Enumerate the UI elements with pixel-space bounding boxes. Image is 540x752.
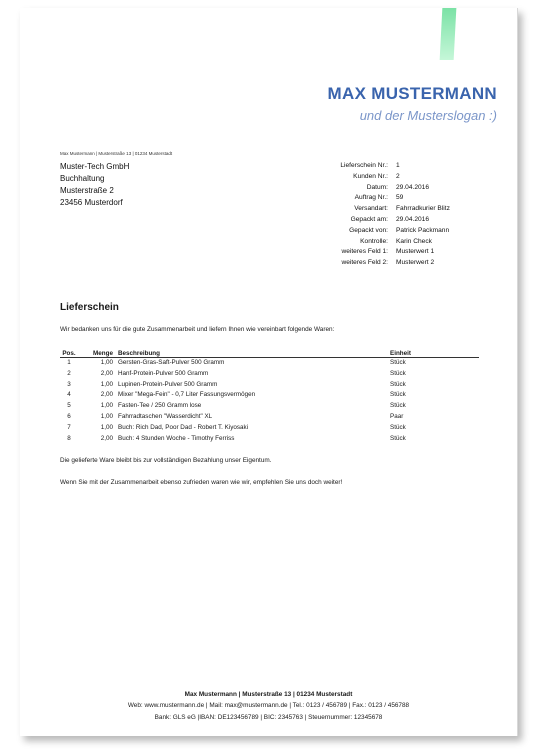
cell-qty: 2,00 bbox=[100, 369, 113, 377]
cell-pos: 5 bbox=[67, 402, 71, 410]
page-footer bbox=[20, 689, 517, 723]
meta-value: 1 bbox=[396, 162, 400, 169]
table-row bbox=[60, 390, 479, 401]
table-row bbox=[60, 401, 479, 412]
cell-qty: 1,00 bbox=[100, 380, 113, 388]
meta-row bbox=[316, 193, 450, 204]
cell-unit: Stück bbox=[390, 359, 406, 366]
cell-pos: 2 bbox=[67, 369, 71, 377]
brand-slogan: und der Musterslogan :) bbox=[359, 108, 497, 123]
ownership-note: Die gelieferte Ware bleibt bis zur vollständigen Bezahlung unser Eigentum. bbox=[60, 457, 272, 464]
delivery-meta bbox=[316, 161, 450, 269]
meta-label: weiteres Feld 2: bbox=[341, 259, 388, 267]
table-row bbox=[60, 369, 479, 380]
table-row bbox=[60, 380, 479, 391]
recipient-address bbox=[60, 161, 129, 209]
header-pos: Pos. bbox=[60, 348, 78, 358]
header-desc: Beschreibung bbox=[118, 348, 390, 358]
table-header-row bbox=[60, 348, 479, 358]
header-unit: Einheit bbox=[390, 348, 479, 358]
intro-text: Wir bedanken uns für die gute Zusammenarbeit und liefern Ihnen wie vereinbart folgende Waren: bbox=[60, 326, 335, 333]
recipient-company: Muster-Tech GmbH bbox=[60, 162, 130, 171]
meta-value: Karin Check bbox=[396, 237, 432, 245]
meta-label: Kunden Nr.: bbox=[353, 172, 388, 180]
recipient-city: 23456 Musterdorf bbox=[60, 198, 123, 207]
meta-value: 29.04.2016 bbox=[396, 215, 430, 223]
meta-label: weiteres Feld 1: bbox=[341, 248, 388, 256]
cell-desc: Buch: Rich Dad, Poor Dad - Robert T. Kiyosaki bbox=[118, 423, 249, 431]
footer-address: Max Mustermann | Musterstraße 13 | 01234 Musterstadt bbox=[184, 691, 353, 698]
meta-value: Musterwert 1 bbox=[396, 248, 435, 256]
cell-pos: 4 bbox=[67, 391, 71, 399]
recipient-street: Musterstraße 2 bbox=[60, 186, 114, 195]
cell-unit: Stück bbox=[390, 402, 406, 410]
cell-desc: Gersten-Gras-Saft-Pulver 500 Gramm bbox=[118, 359, 225, 366]
table-row bbox=[60, 434, 479, 445]
meta-label: Gepackt am: bbox=[350, 215, 388, 223]
meta-value: Musterwert 2 bbox=[396, 259, 435, 267]
cell-pos: 3 bbox=[67, 380, 71, 388]
cell-desc: Lupinen-Protein-Pulver 500 Gramm bbox=[118, 380, 218, 388]
footer-bank: Bank: GLS eG |IBAN: DE123456789 | BIC: 2345763 | Steuernummer: 12345678 bbox=[154, 713, 383, 721]
header-qty: Menge bbox=[78, 348, 118, 358]
meta-label: Kontrolle: bbox=[360, 237, 388, 245]
meta-row bbox=[316, 204, 450, 215]
meta-row bbox=[316, 161, 450, 172]
meta-label: Lieferschein Nr.: bbox=[340, 162, 388, 169]
meta-row bbox=[316, 172, 450, 183]
cell-qty: 2,00 bbox=[100, 391, 113, 399]
cell-unit: Stück bbox=[390, 380, 406, 388]
meta-row bbox=[316, 183, 450, 194]
meta-value: 2 bbox=[396, 172, 400, 180]
cell-pos: 1 bbox=[67, 359, 71, 366]
meta-label: Auftrag Nr.: bbox=[354, 194, 388, 202]
footer-contact: Web: www.mustermann.de | Mail: max@mustermann.de | Tel.: 0123 / 456789 | Fax.: 0123 / 456788 bbox=[127, 702, 410, 710]
meta-label: Datum: bbox=[366, 183, 388, 191]
table-row bbox=[60, 423, 479, 434]
meta-label: Gepackt von: bbox=[349, 226, 388, 234]
meta-row bbox=[316, 237, 450, 248]
cell-desc: Mixer "Mega-Fein" - 0,7 Liter Fassungsvermögen bbox=[118, 391, 256, 399]
cell-pos: 7 bbox=[67, 423, 71, 431]
recipient-department: Buchhaltung bbox=[60, 174, 105, 183]
cell-qty: 2,00 bbox=[100, 434, 113, 442]
cell-unit: Stück bbox=[390, 369, 406, 377]
meta-label: Versandart: bbox=[354, 205, 388, 213]
table-row bbox=[60, 358, 479, 369]
cell-qty: 1,00 bbox=[100, 359, 113, 366]
cell-unit: Stück bbox=[390, 391, 406, 399]
items-table bbox=[60, 348, 479, 444]
meta-value: Fahrradkurier Blitz bbox=[396, 205, 450, 213]
cell-desc: Hanf-Protein-Pulver 500 Gramm bbox=[118, 369, 209, 377]
meta-row bbox=[316, 215, 450, 226]
cell-unit: Paar bbox=[390, 412, 404, 420]
cell-qty: 1,00 bbox=[100, 423, 113, 431]
document-title: Lieferschein bbox=[60, 302, 119, 313]
tape-strip bbox=[440, 8, 457, 60]
cell-unit: Stück bbox=[390, 423, 406, 431]
meta-value: Patrick Packmann bbox=[396, 226, 450, 234]
cell-pos: 8 bbox=[67, 434, 71, 442]
meta-value: 59 bbox=[396, 194, 404, 202]
meta-row bbox=[316, 247, 450, 258]
meta-row bbox=[316, 258, 450, 269]
sender-line: Max Mustermann | Musterstraße 13 | 01234 Musterstadt bbox=[60, 151, 173, 156]
brand-block bbox=[328, 84, 497, 123]
cell-unit: Stück bbox=[390, 434, 406, 442]
brand-name: MAX MUSTERMANN bbox=[327, 84, 497, 103]
cell-qty: 1,00 bbox=[100, 412, 113, 420]
cell-desc: Buch: 4 Stunden Woche - Timothy Ferriss bbox=[118, 434, 235, 442]
cell-qty: 1,00 bbox=[100, 402, 113, 410]
cell-desc: Fahrradtaschen "Wasserdicht" XL bbox=[118, 412, 213, 420]
recommendation-note: Wenn Sie mit der Zusammenarbeit ebenso zufrieden waren wie wir, empfehlen Sie uns doch weiter! bbox=[60, 479, 343, 486]
meta-value: 29.04.2016 bbox=[396, 183, 430, 191]
table-row bbox=[60, 412, 479, 423]
cell-pos: 6 bbox=[67, 412, 71, 420]
meta-row bbox=[316, 226, 450, 237]
cell-desc: Fasten-Tee / 250 Gramm lose bbox=[118, 402, 202, 410]
